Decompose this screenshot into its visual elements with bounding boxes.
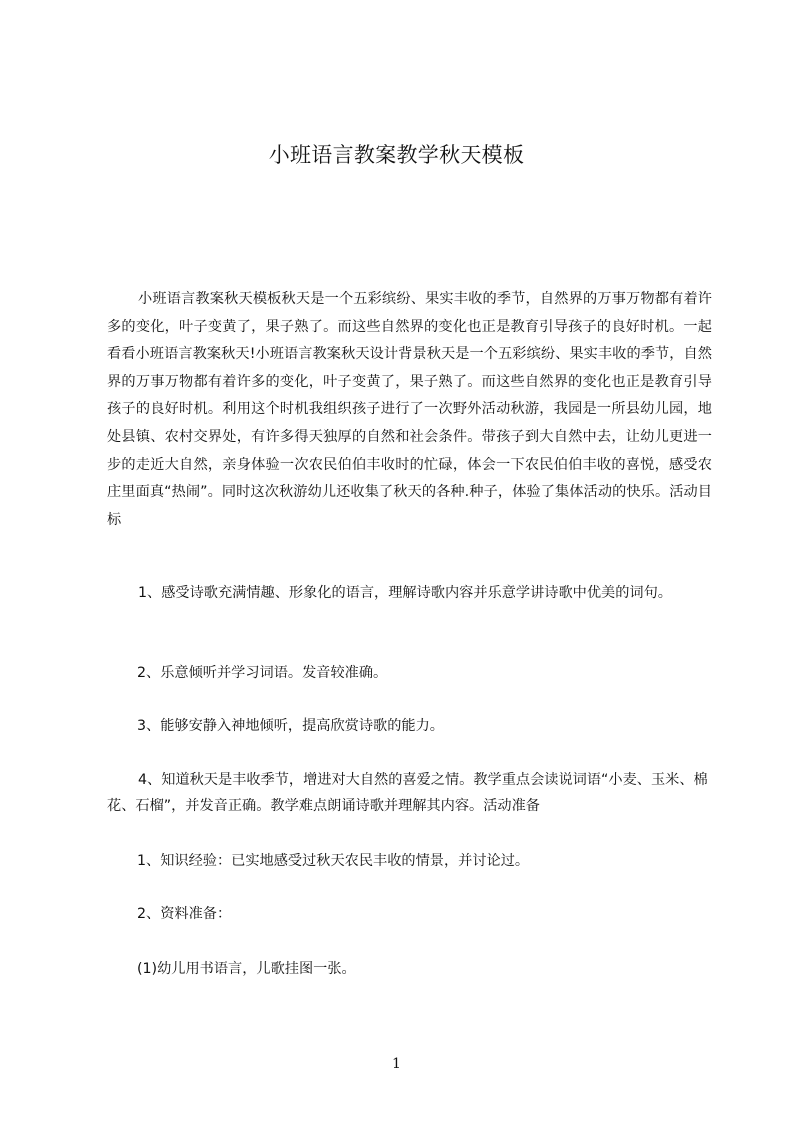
goal-3-paragraph: 3、能够安静入神地倾听，提高欣赏诗歌的能力。 [137, 718, 444, 734]
material-item-paragraph: (1)幼儿用书语言，儿歌挂图一张。 [137, 961, 356, 977]
preparation-knowledge-paragraph: 1、知识经验：已实地感受过秋天农民丰收的情景，并讨论过。 [137, 853, 530, 869]
page-number: 1 [392, 1056, 401, 1072]
intro-paragraph: 小班语言教案秋天模板秋天是一个五彩缤纷、果实丰收的季节，自然界的万事万物都有着许多的变化，叶子变黄了，果子熟了。而这些自然界的变化也正是教育引导孩子的良好时机。一起看看小班语言教案秋天!小班语言教案秋天设计背景秋天是一个五彩缤纷、果实丰收的季节，自然界的万事万物都有着许多的变化，叶子变黄了，果子熟了。而这些自然界的变化也正是教育引导孩子的良好时机。利用这个时机我组织孩子进行了一次野外活动秋游，我园是一所县幼儿园，地处县镇、农村交界处，有许多得天独厚的自然和社会条件。带孩子到大自然中去，让幼儿更进一步的走近大自然，亲身体验一次农民伯伯丰收时的忙碌，体会一下农民伯伯丰收的喜悦，感受农庄里面真“热闹”。同时这次秋游幼儿还收集了秋天的各种.种子，体验了集体活动的快乐。活动目标 [107, 291, 712, 528]
goal-2-paragraph: 2、乐意倾听并学习词语。发音较准确。 [137, 665, 388, 681]
goal-1-paragraph: 1、感受诗歌充满情趣、形象化的语言，理解诗歌内容并乐意学讲诗歌中优美的词句。 [138, 585, 672, 601]
preparation-materials-paragraph: 2、资料准备： [137, 906, 232, 922]
goal-4-paragraph: 4、知道秋天是丰收季节，增进对大自然的喜爱之情。教学重点会读说词语“小麦、玉米、棉花、石榴”，并发音正确。教学难点朗诵诗歌并理解其内容。活动准备 [107, 772, 708, 814]
document-title: 小班语言教案教学秋天模板 [268, 143, 525, 167]
